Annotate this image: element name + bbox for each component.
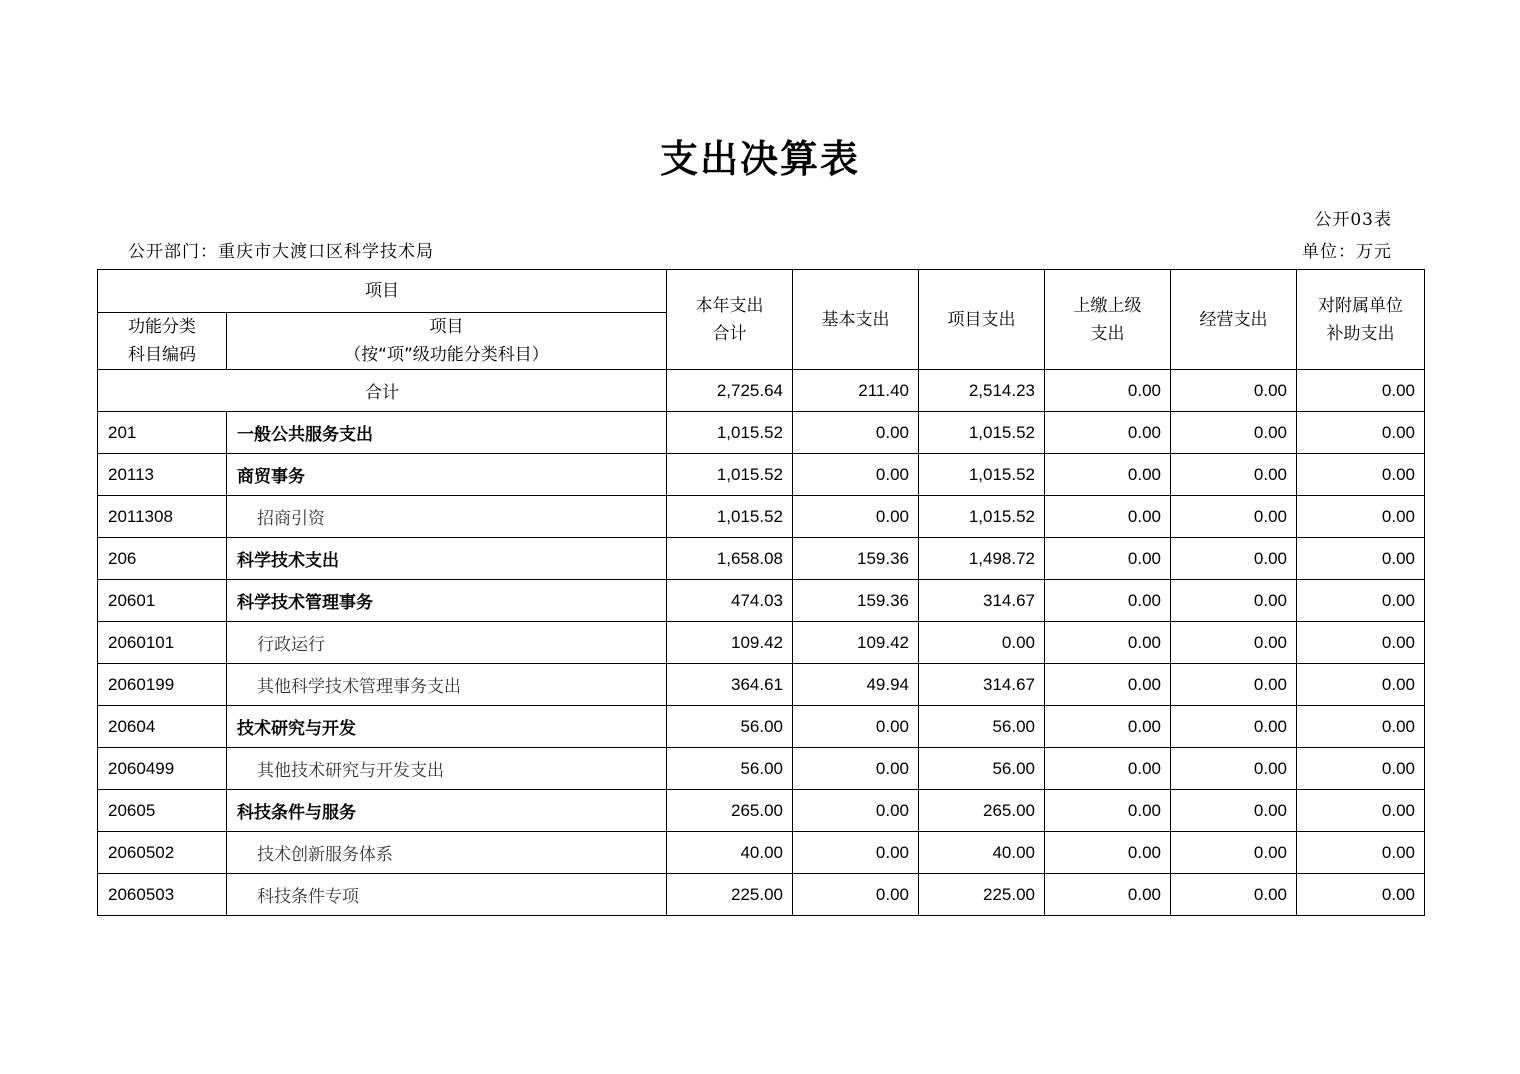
header-subsidy-line2: 补助支出: [1326, 323, 1395, 344]
header-project-group: 项目: [98, 270, 667, 313]
table-row: [98, 580, 1425, 622]
row-value: 109.42: [793, 622, 919, 664]
row-value: 0.00: [793, 454, 919, 496]
row-value: 0.00: [1171, 454, 1297, 496]
row-value: 1,658.08: [667, 538, 793, 580]
header-func-code-line2: 科目编码: [128, 345, 196, 365]
row-value: 225.00: [667, 874, 793, 916]
table-row: [98, 538, 1425, 580]
row-code: 20113: [98, 454, 227, 496]
row-value: 0.00: [1171, 538, 1297, 580]
row-value: 0.00: [793, 874, 919, 916]
row-value: 0.00: [1297, 790, 1425, 832]
row-name: 其他科学技术管理事务支出: [227, 664, 667, 706]
row-value: 0.00: [793, 790, 919, 832]
row-value: 0.00: [1297, 832, 1425, 874]
row-value: 0.00: [1045, 454, 1171, 496]
total-value: 0.00: [1297, 370, 1425, 412]
row-value: 474.03: [667, 580, 793, 622]
total-value: 2,514.23: [919, 370, 1045, 412]
row-value: 0.00: [793, 832, 919, 874]
row-code: 2060199: [98, 664, 227, 706]
row-value: 1,015.52: [667, 412, 793, 454]
row-code: 2060503: [98, 874, 227, 916]
form-number: 公开03表: [1314, 210, 1392, 230]
row-value: 0.00: [1171, 496, 1297, 538]
row-value: 0.00: [1297, 580, 1425, 622]
row-code: 2011308: [98, 496, 227, 538]
row-value: 49.94: [793, 664, 919, 706]
row-value: 364.61: [667, 664, 793, 706]
header-upper: [1045, 270, 1171, 370]
total-row: [98, 370, 1425, 412]
row-value: 1,015.52: [919, 496, 1045, 538]
header-project: 项目支出: [919, 270, 1045, 370]
row-value: 56.00: [667, 706, 793, 748]
row-code: 206: [98, 538, 227, 580]
row-value: 40.00: [667, 832, 793, 874]
row-value: 0.00: [1297, 664, 1425, 706]
header-subsidy: [1297, 270, 1425, 370]
row-value: 314.67: [919, 580, 1045, 622]
row-value: 0.00: [1297, 538, 1425, 580]
row-value: 0.00: [919, 622, 1045, 664]
header-subsidy-line1: 对附属单位: [1318, 295, 1403, 316]
row-code: 20604: [98, 706, 227, 748]
row-value: 0.00: [1171, 664, 1297, 706]
page-title: 支出决算表: [659, 137, 860, 181]
row-value: 0.00: [1297, 748, 1425, 790]
row-value: 1,015.52: [919, 412, 1045, 454]
row-value: 0.00: [1045, 412, 1171, 454]
row-code: 2060101: [98, 622, 227, 664]
total-label: 合计: [98, 370, 667, 412]
table-row: [98, 664, 1425, 706]
table-row: [98, 496, 1425, 538]
row-value: 0.00: [793, 748, 919, 790]
row-value: 0.00: [1297, 412, 1425, 454]
row-value: 314.67: [919, 664, 1045, 706]
row-value: 0.00: [1045, 832, 1171, 874]
row-value: 1,498.72: [919, 538, 1045, 580]
header-total: [667, 270, 793, 370]
row-value: 159.36: [793, 580, 919, 622]
header-upper-line1: 上缴上级: [1073, 295, 1142, 316]
row-value: 40.00: [919, 832, 1045, 874]
row-value: 0.00: [1297, 496, 1425, 538]
table-row: [98, 874, 1425, 916]
table-row: [98, 748, 1425, 790]
row-name: 科技条件与服务: [227, 790, 667, 832]
header-total-line2: 合计: [712, 323, 747, 344]
row-value: 56.00: [919, 706, 1045, 748]
row-value: 0.00: [1297, 622, 1425, 664]
row-value: 0.00: [1045, 496, 1171, 538]
row-value: 1,015.52: [919, 454, 1045, 496]
row-name: 行政运行: [227, 622, 667, 664]
row-value: 0.00: [1045, 538, 1171, 580]
total-value: 0.00: [1045, 370, 1171, 412]
table-row: [98, 790, 1425, 832]
row-value: 265.00: [919, 790, 1045, 832]
row-value: 225.00: [919, 874, 1045, 916]
header-item: [227, 313, 667, 370]
row-value: 0.00: [1171, 832, 1297, 874]
header-func-code-line1: 功能分类: [128, 317, 196, 337]
row-value: 0.00: [1171, 706, 1297, 748]
department-label: 公开部门：重庆市大渡口区科学技术局: [128, 242, 434, 262]
header-func-code: [98, 313, 227, 370]
unit-label: 单位：万元: [1302, 242, 1392, 262]
row-value: 0.00: [1171, 874, 1297, 916]
header-business: 经营支出: [1171, 270, 1297, 370]
row-code: 20605: [98, 790, 227, 832]
table-row: [98, 412, 1425, 454]
row-code: 201: [98, 412, 227, 454]
row-value: 0.00: [1045, 580, 1171, 622]
row-value: 0.00: [1045, 622, 1171, 664]
row-value: 0.00: [1045, 706, 1171, 748]
row-value: 1,015.52: [667, 496, 793, 538]
row-name: 科技条件专项: [227, 874, 667, 916]
row-value: 0.00: [1297, 874, 1425, 916]
row-code: 2060499: [98, 748, 227, 790]
row-name: 一般公共服务支出: [227, 412, 667, 454]
row-name: 招商引资: [227, 496, 667, 538]
row-code: 20601: [98, 580, 227, 622]
row-value: 0.00: [1045, 748, 1171, 790]
header-basic: 基本支出: [793, 270, 919, 370]
total-value: 0.00: [1171, 370, 1297, 412]
row-name: 技术创新服务体系: [227, 832, 667, 874]
table-row: [98, 832, 1425, 874]
row-value: 0.00: [1171, 790, 1297, 832]
header-total-line1: 本年支出: [695, 295, 764, 316]
total-value: 2,725.64: [667, 370, 793, 412]
table-row: [98, 454, 1425, 496]
row-value: 56.00: [667, 748, 793, 790]
header-item-line1: 项目: [429, 317, 464, 337]
row-value: 0.00: [1045, 874, 1171, 916]
row-value: 1,015.52: [667, 454, 793, 496]
row-value: 0.00: [1171, 622, 1297, 664]
row-value: 265.00: [667, 790, 793, 832]
row-value: 0.00: [1045, 664, 1171, 706]
row-name: 科学技术管理事务: [227, 580, 667, 622]
row-name: 商贸事务: [227, 454, 667, 496]
header-item-line2: （按“项”级功能分类科目）: [344, 345, 549, 365]
row-value: 0.00: [1297, 454, 1425, 496]
expenditure-table: [97, 269, 1425, 916]
header-upper-line2: 支出: [1090, 323, 1125, 344]
row-value: 0.00: [1171, 412, 1297, 454]
row-value: 0.00: [1045, 790, 1171, 832]
row-name: 技术研究与开发: [227, 706, 667, 748]
table-row: [98, 622, 1425, 664]
row-value: 56.00: [919, 748, 1045, 790]
total-value: 211.40: [793, 370, 919, 412]
row-code: 2060502: [98, 832, 227, 874]
table-row: [98, 706, 1425, 748]
row-value: 109.42: [667, 622, 793, 664]
row-name: 科学技术支出: [227, 538, 667, 580]
row-name: 其他技术研究与开发支出: [227, 748, 667, 790]
row-value: 0.00: [793, 412, 919, 454]
row-value: 159.36: [793, 538, 919, 580]
row-value: 0.00: [1297, 706, 1425, 748]
row-value: 0.00: [1171, 748, 1297, 790]
row-value: 0.00: [793, 706, 919, 748]
row-value: 0.00: [793, 496, 919, 538]
row-value: 0.00: [1171, 580, 1297, 622]
